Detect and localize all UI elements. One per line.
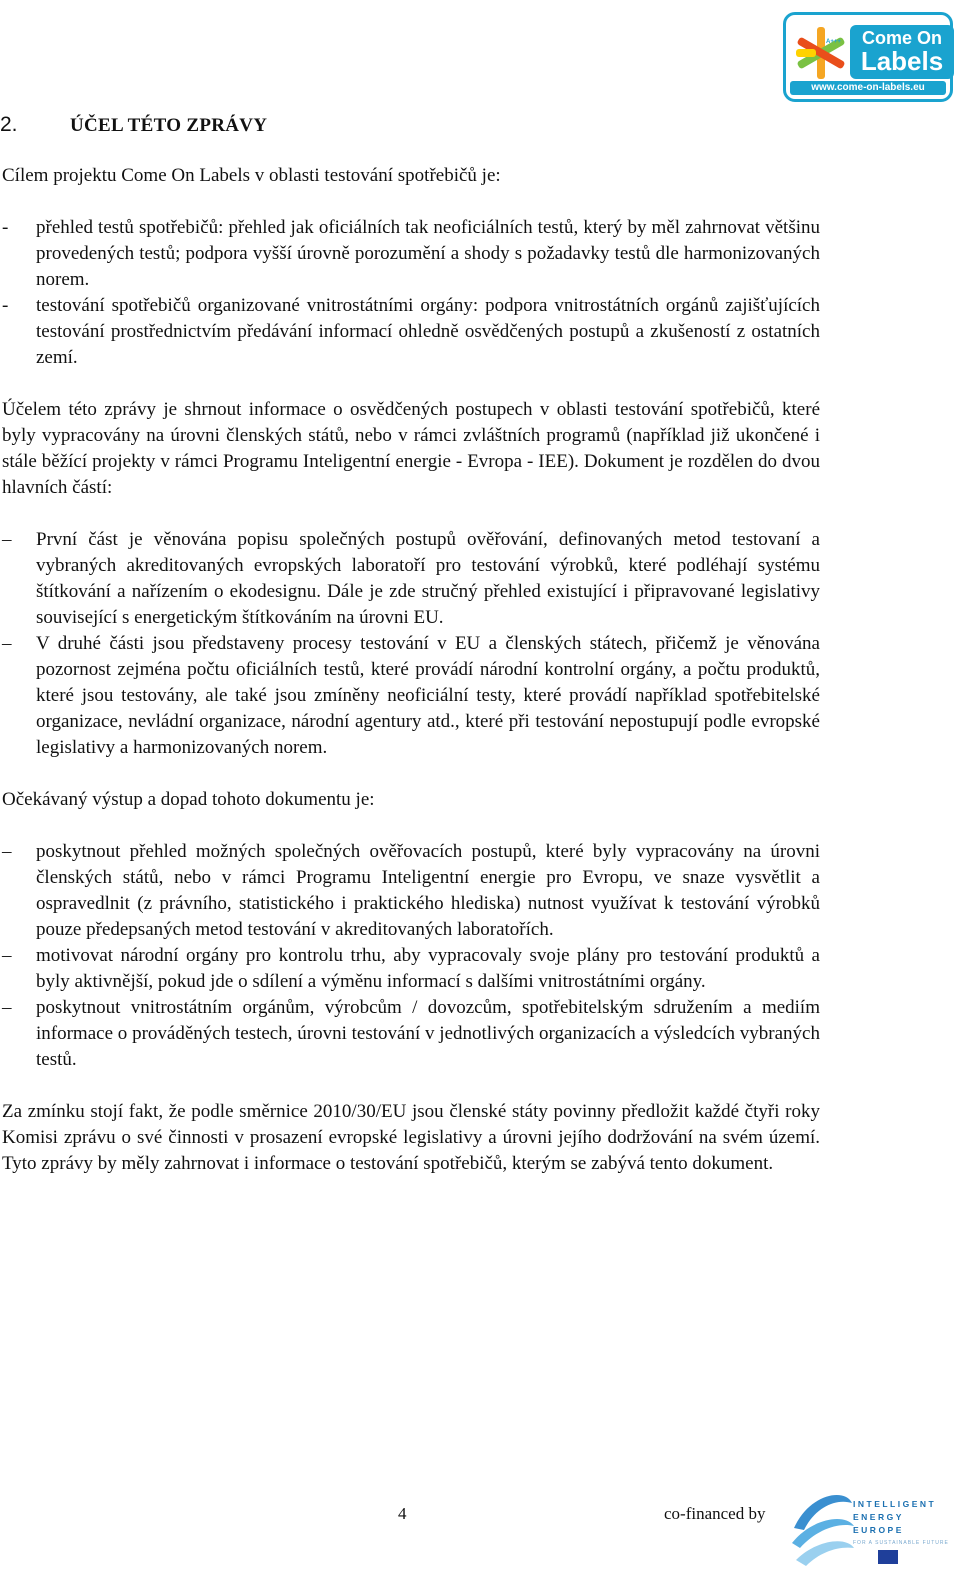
cofinanced-label: co-financed by [664,1504,766,1523]
dash-bullet [2,995,12,1021]
goals-list [2,215,820,371]
logo-url: www.come-on-labels.eu [790,81,946,95]
dash-bullet [2,527,12,553]
dash-bullet [2,943,12,969]
come-on-labels-logo [783,12,953,102]
expected-intro: Očekávaný výstup a dopad tohoto dokumentu je: [2,789,375,810]
section-title: ÚČEL TÉTO ZPRÁVY [70,115,268,136]
list-item: - testování spotřebičů organizované vnitrostátními orgány: podpora vnitrostátních orgánů zajišťujících testování prostřednictvím předávání informací ohledně osvědčených postupů a zkušeností z ostatních zemí. [2,293,820,371]
hyphen-bullet [2,293,8,319]
list-item: – V druhé části jsou představeny procesy testování v EU a členských státech, přičemž je věnována pozornost zejména počtu oficiálních testů, které provádí národní kontrolní orgány, a počtu produktů, které jsou testovány, ale také jsou zmíněny neoficiální testy, které provádí například spotřebitelské organizace, nevládní organizace, národní agentury atd., které při testování nepostupují podle evropské legislativy a harmonizovaných norem. [2,631,820,761]
hyphen-bullet [2,215,8,241]
purpose-paragraph: Účelem této zprávy je shrnout informace o osvědčených postupech v oblasti testování spotřebičů, které byly vypracovány na úrovni členských států, nebo v rámci zvláštních programů (například již ukončené i stále běžící projekty v rámci Programu Inteligentní energie - Evropa - IEE). Dokument je rozdělen do dvou hlavních částí: [2,399,820,498]
logo-wordmark [850,25,954,79]
eu-flag-icon [878,1550,898,1564]
document-body [2,163,820,1203]
parts-list [2,527,820,761]
page-number: 4 [398,1504,407,1523]
dash-bullet [2,631,12,657]
list-item: – První část je věnována popisu společných postupů ověřování, definovaných metod testovaní a vybraných akreditovaných evropských laboratoří pro testování výrobků, které podléhají systému štítkování a nařízením o ekodesignu. Dále je zde stručný přehled existující i připravované legislativy související s energetickým štítkováním na úrovni EU. [2,527,820,631]
colorful-star-icon [794,23,846,83]
goals-intro: Cílem projektu Come On Labels v oblasti testování spotřebičů je: [2,165,501,186]
section-heading [0,113,267,137]
expected-list [2,839,820,1073]
list-item: - přehled testů spotřebičů: přehled jak oficiálních tak neoficiálních testů, který by měl zahrnovat většinu provedených testů; podpora vyšší úrovně porozumění a shody s požadavky testů dle harmonizovaných norem. [2,215,820,293]
iee-wordmark: INTELLIGENT ENERGY EUROPE [853,1499,937,1535]
iee-tagline: FOR A SUSTAINABLE FUTURE [853,1540,949,1546]
logo-badge: A+++ [826,39,841,45]
logo-line-2: Labels [860,45,944,76]
list-item: – poskytnout přehled možných společných ověřovacích postupů, které byly vypracovány na úrovni členských států, nebo v rámci Programu Inteligentní energie pro Evropu, ve snaze vysvětlit a ospravedlnit (z právního, statistického i praktického hlediska) nutnost využívat k testování výrobků pouze předepsaných metod testování v akreditovaných laboratořích. [2,839,820,943]
list-item: – poskytnout vnitrostátním orgánům, výrobcům / dovozcům, spotřebitelským sdružením a mediím informace o prováděných testech, úrovni testování v jednotlivých organizacích a výsledcích vybraných testů. [2,995,820,1073]
dash-bullet [2,839,12,865]
logo-line-1: Come On [861,28,942,48]
list-item: – motivovat národní orgány pro kontrolu trhu, aby vypracovaly svoje plány pro testování produktů a byly aktivnější, pokud jde o sdílení a výměnu informací s dalšími vnitrostátními orgány. [2,943,820,995]
section-number: 2. [0,113,18,136]
closing-paragraph: Za zmínku stojí fakt, že podle směrnice 2010/30/EU jsou členské státy povinny předložit každé čtyři roky Komisi zprávu o své činnosti v prosazení evropské legislativy a úrovni jejího dodržování na svém území. Tyto zprávy by měly zahrnovat i informace o testování spotřebičů, kterým se zabývá tento dokument. [2,1101,820,1174]
